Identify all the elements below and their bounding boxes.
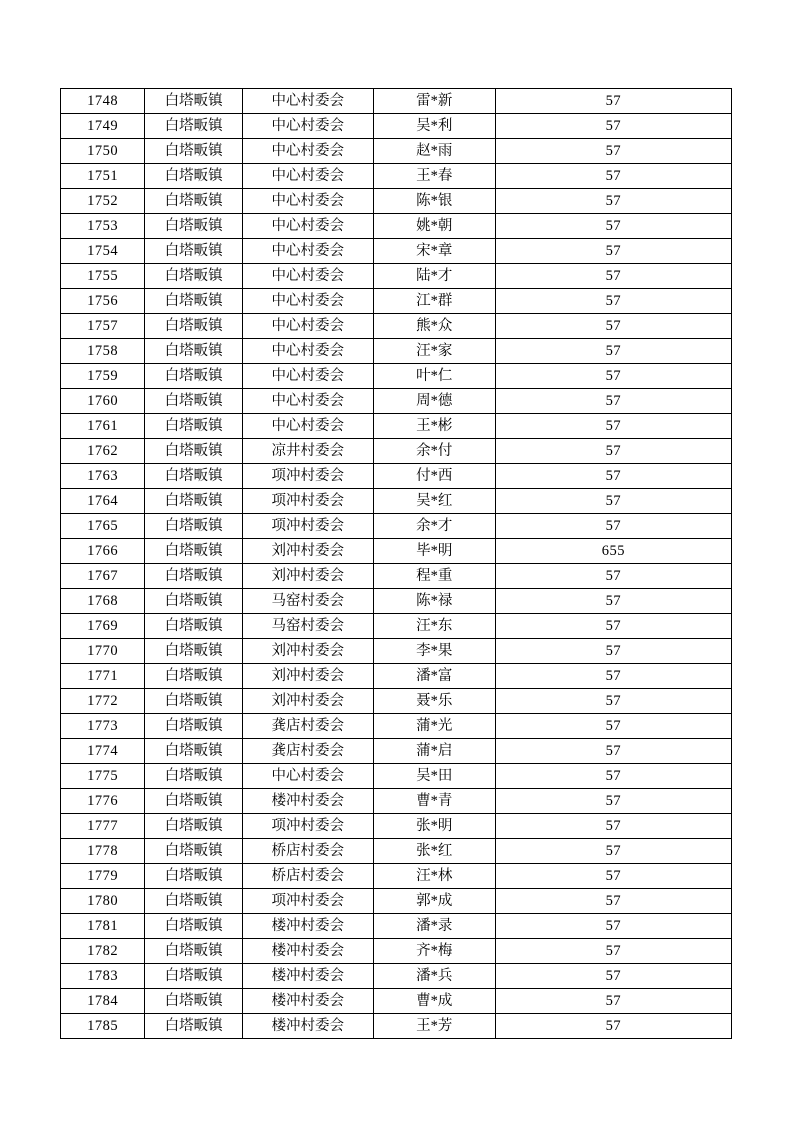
row-amount: 57	[495, 839, 731, 864]
table-row	[61, 714, 732, 739]
table-row	[61, 539, 732, 564]
row-amount: 57	[495, 164, 731, 189]
table-row	[61, 639, 732, 664]
row-town: 白塔畈镇	[145, 664, 243, 689]
row-town: 白塔畈镇	[145, 114, 243, 139]
row-id: 1763	[61, 464, 145, 489]
row-amount: 57	[495, 864, 731, 889]
row-name: 潘*富	[373, 664, 495, 689]
row-town: 白塔畈镇	[145, 689, 243, 714]
row-village: 项冲村委会	[242, 489, 373, 514]
table-row	[61, 564, 732, 589]
row-name: 陈*禄	[373, 589, 495, 614]
row-amount: 57	[495, 314, 731, 339]
row-id: 1781	[61, 914, 145, 939]
row-id: 1768	[61, 589, 145, 614]
table-row	[61, 114, 732, 139]
row-name: 陈*银	[373, 189, 495, 214]
row-name: 汪*林	[373, 864, 495, 889]
row-name: 吴*利	[373, 114, 495, 139]
row-town: 白塔畈镇	[145, 364, 243, 389]
row-name: 余*才	[373, 514, 495, 539]
row-id: 1778	[61, 839, 145, 864]
row-name: 汪*家	[373, 339, 495, 364]
table-row	[61, 489, 732, 514]
row-town: 白塔畈镇	[145, 339, 243, 364]
row-name: 宋*章	[373, 239, 495, 264]
row-amount: 57	[495, 1014, 731, 1039]
table-row	[61, 339, 732, 364]
table-row	[61, 389, 732, 414]
row-id: 1757	[61, 314, 145, 339]
row-town: 白塔畈镇	[145, 814, 243, 839]
row-amount: 57	[495, 439, 731, 464]
row-town: 白塔畈镇	[145, 514, 243, 539]
row-id: 1750	[61, 139, 145, 164]
table-row	[61, 939, 732, 964]
row-name: 毕*明	[373, 539, 495, 564]
row-id: 1773	[61, 714, 145, 739]
row-village: 中心村委会	[242, 389, 373, 414]
row-id: 1772	[61, 689, 145, 714]
row-name: 周*德	[373, 389, 495, 414]
row-amount: 57	[495, 939, 731, 964]
table-row	[61, 214, 732, 239]
row-id: 1755	[61, 264, 145, 289]
row-village: 中心村委会	[242, 264, 373, 289]
row-name: 蒲*启	[373, 739, 495, 764]
row-id: 1761	[61, 414, 145, 439]
row-id: 1769	[61, 614, 145, 639]
row-town: 白塔畈镇	[145, 864, 243, 889]
row-name: 熊*众	[373, 314, 495, 339]
row-id: 1764	[61, 489, 145, 514]
row-town: 白塔畈镇	[145, 964, 243, 989]
row-village: 龚店村委会	[242, 739, 373, 764]
table-row	[61, 739, 732, 764]
row-id: 1766	[61, 539, 145, 564]
row-town: 白塔畈镇	[145, 489, 243, 514]
row-amount: 57	[495, 739, 731, 764]
row-village: 中心村委会	[242, 139, 373, 164]
table-row	[61, 664, 732, 689]
row-amount: 57	[495, 514, 731, 539]
row-village: 楼冲村委会	[242, 939, 373, 964]
row-id: 1779	[61, 864, 145, 889]
row-id: 1780	[61, 889, 145, 914]
row-town: 白塔畈镇	[145, 189, 243, 214]
row-name: 齐*梅	[373, 939, 495, 964]
row-amount: 57	[495, 289, 731, 314]
row-id: 1767	[61, 564, 145, 589]
row-id: 1751	[61, 164, 145, 189]
row-id: 1777	[61, 814, 145, 839]
table-row	[61, 889, 732, 914]
row-id: 1774	[61, 739, 145, 764]
row-amount: 57	[495, 339, 731, 364]
row-id: 1785	[61, 1014, 145, 1039]
row-id: 1759	[61, 364, 145, 389]
row-amount: 57	[495, 89, 731, 114]
table-row	[61, 614, 732, 639]
table-row	[61, 314, 732, 339]
row-town: 白塔畈镇	[145, 139, 243, 164]
table-row	[61, 189, 732, 214]
row-village: 刘冲村委会	[242, 564, 373, 589]
row-name: 王*彬	[373, 414, 495, 439]
row-village: 中心村委会	[242, 314, 373, 339]
row-amount: 57	[495, 114, 731, 139]
row-id: 1758	[61, 339, 145, 364]
row-amount: 57	[495, 814, 731, 839]
row-name: 张*红	[373, 839, 495, 864]
row-amount: 57	[495, 789, 731, 814]
row-town: 白塔畈镇	[145, 989, 243, 1014]
row-amount: 57	[495, 189, 731, 214]
row-id: 1776	[61, 789, 145, 814]
row-village: 中心村委会	[242, 214, 373, 239]
row-village: 项冲村委会	[242, 814, 373, 839]
row-amount: 57	[495, 364, 731, 389]
table-row	[61, 264, 732, 289]
row-village: 桥店村委会	[242, 864, 373, 889]
row-name: 曹*青	[373, 789, 495, 814]
row-town: 白塔畈镇	[145, 889, 243, 914]
row-village: 刘冲村委会	[242, 539, 373, 564]
row-village: 楼冲村委会	[242, 1014, 373, 1039]
table-row	[61, 839, 732, 864]
row-town: 白塔畈镇	[145, 739, 243, 764]
table-row	[61, 1014, 732, 1039]
table-row	[61, 164, 732, 189]
row-town: 白塔畈镇	[145, 1014, 243, 1039]
row-village: 中心村委会	[242, 289, 373, 314]
row-amount: 57	[495, 264, 731, 289]
row-id: 1754	[61, 239, 145, 264]
row-name: 程*重	[373, 564, 495, 589]
row-town: 白塔畈镇	[145, 439, 243, 464]
row-amount: 57	[495, 389, 731, 414]
row-amount: 57	[495, 889, 731, 914]
table-row	[61, 514, 732, 539]
row-town: 白塔畈镇	[145, 939, 243, 964]
row-id: 1749	[61, 114, 145, 139]
row-amount: 57	[495, 639, 731, 664]
row-town: 白塔畈镇	[145, 714, 243, 739]
row-town: 白塔畈镇	[145, 239, 243, 264]
row-amount: 57	[495, 139, 731, 164]
row-id: 1760	[61, 389, 145, 414]
row-amount: 57	[495, 989, 731, 1014]
row-amount: 57	[495, 489, 731, 514]
row-id: 1752	[61, 189, 145, 214]
row-name: 潘*兵	[373, 964, 495, 989]
row-town: 白塔畈镇	[145, 589, 243, 614]
table-row	[61, 414, 732, 439]
row-amount: 57	[495, 414, 731, 439]
row-id: 1762	[61, 439, 145, 464]
row-town: 白塔畈镇	[145, 89, 243, 114]
row-village: 刘冲村委会	[242, 664, 373, 689]
row-village: 中心村委会	[242, 189, 373, 214]
row-village: 龚店村委会	[242, 714, 373, 739]
row-amount: 57	[495, 764, 731, 789]
row-town: 白塔畈镇	[145, 164, 243, 189]
row-village: 中心村委会	[242, 414, 373, 439]
row-amount: 57	[495, 964, 731, 989]
row-town: 白塔畈镇	[145, 389, 243, 414]
row-village: 楼冲村委会	[242, 964, 373, 989]
row-town: 白塔畈镇	[145, 214, 243, 239]
row-name: 付*西	[373, 464, 495, 489]
row-name: 王*春	[373, 164, 495, 189]
row-village: 桥店村委会	[242, 839, 373, 864]
row-amount: 57	[495, 689, 731, 714]
row-amount: 57	[495, 564, 731, 589]
row-id: 1753	[61, 214, 145, 239]
row-name: 余*付	[373, 439, 495, 464]
row-id: 1775	[61, 764, 145, 789]
row-id: 1782	[61, 939, 145, 964]
table-row	[61, 989, 732, 1014]
table-row	[61, 764, 732, 789]
row-id: 1765	[61, 514, 145, 539]
row-village: 凉井村委会	[242, 439, 373, 464]
row-town: 白塔畈镇	[145, 314, 243, 339]
row-name: 聂*乐	[373, 689, 495, 714]
row-village: 楼冲村委会	[242, 989, 373, 1014]
row-village: 马窑村委会	[242, 614, 373, 639]
table-row	[61, 139, 732, 164]
row-town: 白塔畈镇	[145, 789, 243, 814]
row-village: 中心村委会	[242, 239, 373, 264]
table-row	[61, 464, 732, 489]
row-village: 中心村委会	[242, 764, 373, 789]
row-id: 1784	[61, 989, 145, 1014]
row-name: 姚*朝	[373, 214, 495, 239]
row-town: 白塔畈镇	[145, 564, 243, 589]
row-id: 1783	[61, 964, 145, 989]
row-name: 张*明	[373, 814, 495, 839]
row-amount: 57	[495, 914, 731, 939]
table-row	[61, 914, 732, 939]
table-row	[61, 814, 732, 839]
row-amount: 57	[495, 714, 731, 739]
row-id: 1756	[61, 289, 145, 314]
row-village: 项冲村委会	[242, 464, 373, 489]
row-amount: 655	[495, 539, 731, 564]
row-name: 郭*成	[373, 889, 495, 914]
row-town: 白塔畈镇	[145, 264, 243, 289]
row-town: 白塔畈镇	[145, 289, 243, 314]
row-town: 白塔畈镇	[145, 914, 243, 939]
row-name: 陆*才	[373, 264, 495, 289]
row-village: 中心村委会	[242, 364, 373, 389]
row-id: 1748	[61, 89, 145, 114]
row-amount: 57	[495, 214, 731, 239]
row-village: 马窑村委会	[242, 589, 373, 614]
row-village: 中心村委会	[242, 89, 373, 114]
row-village: 楼冲村委会	[242, 914, 373, 939]
row-name: 雷*新	[373, 89, 495, 114]
table-row	[61, 789, 732, 814]
row-village: 项冲村委会	[242, 889, 373, 914]
row-name: 叶*仁	[373, 364, 495, 389]
row-town: 白塔畈镇	[145, 839, 243, 864]
row-village: 中心村委会	[242, 164, 373, 189]
table-row	[61, 689, 732, 714]
subsidy-table	[60, 88, 732, 1039]
row-village: 刘冲村委会	[242, 639, 373, 664]
table-row	[61, 239, 732, 264]
row-amount: 57	[495, 239, 731, 264]
row-name: 吴*红	[373, 489, 495, 514]
row-town: 白塔畈镇	[145, 614, 243, 639]
row-name: 曹*成	[373, 989, 495, 1014]
row-name: 潘*录	[373, 914, 495, 939]
table-row	[61, 289, 732, 314]
row-town: 白塔畈镇	[145, 764, 243, 789]
table-row	[61, 964, 732, 989]
table-row	[61, 89, 732, 114]
row-village: 楼冲村委会	[242, 789, 373, 814]
row-name: 赵*雨	[373, 139, 495, 164]
row-name: 汪*东	[373, 614, 495, 639]
row-village: 中心村委会	[242, 114, 373, 139]
row-town: 白塔畈镇	[145, 539, 243, 564]
row-name: 吴*田	[373, 764, 495, 789]
row-town: 白塔畈镇	[145, 464, 243, 489]
row-village: 中心村委会	[242, 339, 373, 364]
table-row	[61, 864, 732, 889]
row-town: 白塔畈镇	[145, 639, 243, 664]
table-row	[61, 439, 732, 464]
table-row	[61, 364, 732, 389]
row-id: 1770	[61, 639, 145, 664]
row-id: 1771	[61, 664, 145, 689]
row-name: 江*群	[373, 289, 495, 314]
table-row	[61, 589, 732, 614]
row-town: 白塔畈镇	[145, 414, 243, 439]
row-amount: 57	[495, 589, 731, 614]
row-name: 王*芳	[373, 1014, 495, 1039]
row-amount: 57	[495, 614, 731, 639]
row-name: 李*果	[373, 639, 495, 664]
row-village: 刘冲村委会	[242, 689, 373, 714]
row-amount: 57	[495, 464, 731, 489]
table-body	[61, 89, 732, 1039]
row-amount: 57	[495, 664, 731, 689]
row-name: 蒲*光	[373, 714, 495, 739]
row-village: 项冲村委会	[242, 514, 373, 539]
